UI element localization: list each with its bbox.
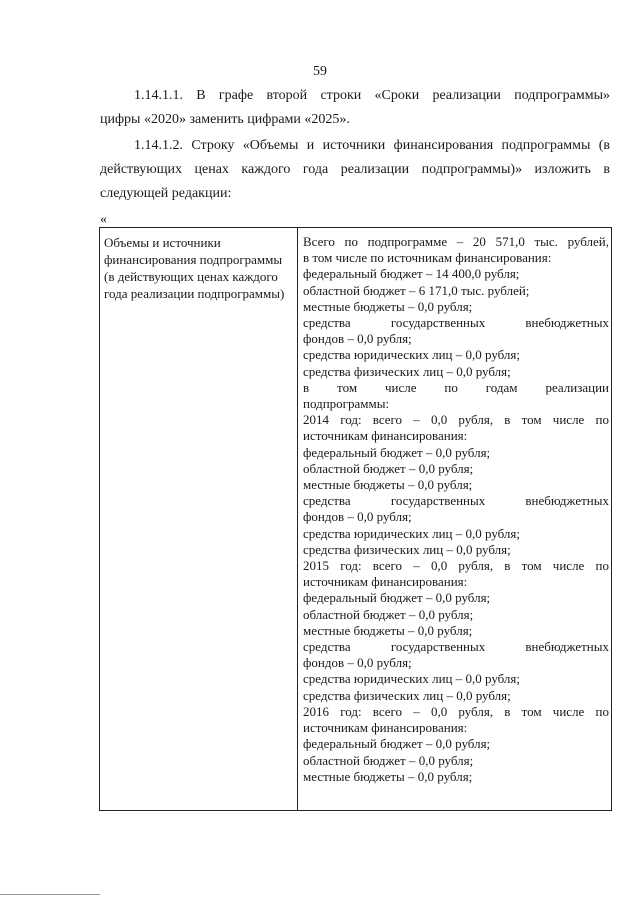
table-right-line: 2016 год: всего – 0,0 рубля, в том числе по xyxy=(303,703,609,719)
table-right-line: подпрограммы: xyxy=(303,396,390,412)
table-right-line: федеральный бюджет – 0,0 рубля; xyxy=(303,444,491,460)
table-right-line: 2014 год: всего – 0,0 рубля, в том числе по xyxy=(303,412,609,428)
table-right-line: средства физических лиц – 0,0 рубля; xyxy=(303,541,511,557)
table-right-line: средства физических лиц – 0,0 рубля; xyxy=(303,687,511,703)
table-right-line: фондов – 0,0 рубля; xyxy=(303,509,412,525)
page-number: 59 xyxy=(313,64,327,79)
table-right-line: фондов – 0,0 рубля; xyxy=(303,655,412,671)
table-right-line: источникам финансирования: xyxy=(303,720,468,736)
opening-quote-mark: « xyxy=(100,212,107,227)
paragraph-2-line-2: действующих ценах каждого года реализации подпрограммы)» изложить в xyxy=(100,162,610,177)
table-right-line: федеральный бюджет – 14 400,0 рубля; xyxy=(303,266,520,282)
table-right-line: федеральный бюджет – 0,0 рубля; xyxy=(303,736,491,752)
paragraph-2 xyxy=(100,134,610,206)
table-right-line: областной бюджет – 6 171,0 тыс. рублей; xyxy=(303,282,530,298)
table-right-line: источникам финансирования: xyxy=(303,428,468,444)
table-right-line: средства государственных внебюджетных xyxy=(303,639,609,655)
table-right-cell xyxy=(303,234,609,785)
table-right-line: федеральный бюджет – 0,0 рубля; xyxy=(303,590,491,606)
table-right-line: местные бюджеты – 0,0 рубля; xyxy=(303,477,473,493)
table-right-line: 2015 год: всего – 0,0 рубля, в том числе по xyxy=(303,558,609,574)
table-right-line: областной бюджет – 0,0 рубля; xyxy=(303,606,474,622)
table-right-line: Всего по подпрограмме – 20 571,0 тыс. рублей, xyxy=(303,234,609,249)
table-right-line: местные бюджеты – 0,0 рубля; xyxy=(303,768,473,784)
paragraph-2-line-1: 1.14.1.2. Строку «Объемы и источники финансирования подпрограммы (в xyxy=(134,138,610,153)
financing-table xyxy=(99,227,612,811)
table-column-divider xyxy=(297,228,298,810)
table-right-line: источникам финансирования: xyxy=(303,574,468,590)
table-right-line: в том числе по источникам финансирования: xyxy=(303,250,552,266)
table-right-line: средства государственных внебюджетных xyxy=(303,315,609,331)
paragraph-1-line-1: 1.14.1.1. В графе второй строки «Сроки реализации подпрограммы» xyxy=(134,88,610,103)
paragraph-1 xyxy=(100,84,610,132)
table-right-line: средства физических лиц – 0,0 рубля; xyxy=(303,363,511,379)
table-right-line: областной бюджет – 0,0 рубля; xyxy=(303,460,474,476)
table-right-line: в том числе по годам реализации xyxy=(303,379,609,395)
table-right-line: областной бюджет – 0,0 рубля; xyxy=(303,752,474,768)
table-right-line: фондов – 0,0 рубля; xyxy=(303,331,412,347)
table-right-line: средства юридических лиц – 0,0 рубля; xyxy=(303,525,521,541)
paragraph-2-line-3: следующей редакции: xyxy=(100,186,232,201)
table-right-line: местные бюджеты – 0,0 рубля; xyxy=(303,298,473,314)
table-right-line: местные бюджеты – 0,0 рубля; xyxy=(303,622,473,638)
table-left-cell: Объемы и источники финансирования подпрограммы (в действующих ценах каждого года реализации подпрограммы) xyxy=(104,235,285,301)
table-right-line: средства юридических лиц – 0,0 рубля; xyxy=(303,347,521,363)
table-right-line: средства государственных внебюджетных xyxy=(303,493,609,509)
paragraph-1-line-2: цифры «2020» заменить цифрами «2025». xyxy=(100,112,350,127)
footer-line xyxy=(0,894,100,895)
table-right-line: средства юридических лиц – 0,0 рубля; xyxy=(303,671,521,687)
